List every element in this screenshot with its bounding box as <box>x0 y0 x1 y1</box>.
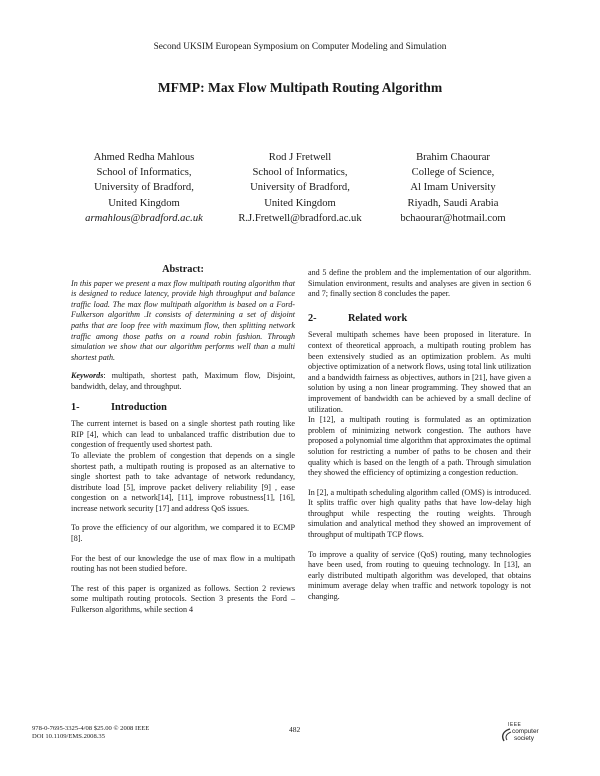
swoosh-icon <box>500 728 512 742</box>
footer-isbn: 978-0-7695-3325-4/08 $25.00 © 2008 IEEE <box>32 725 150 732</box>
author-block-1 <box>59 150 229 226</box>
abstract-text: In this paper we present a max flow multipath routing algorithm that is designed to reduce latency, provide high throughput and balance traffic load. The max flow multipath algorithm is based on a Ford-Fulkerson algorithm .It consists of determining a set of disjoint paths that are loop free with maximum flow, then splitting network traffic among those paths on a round robin fashion. Through simulation we show that our algorithm performs well than a multi shortest path. <box>71 278 295 362</box>
paper-title: MFMP: Max Flow Multipath Routing Algorithm <box>157 80 443 95</box>
author-affiliation: United Kingdom <box>264 197 336 209</box>
conference-name: Second UKSIM European Symposium on Computer Modeling and Simulation <box>153 42 447 52</box>
logo-ieee-text: IEEE <box>508 722 522 728</box>
page-number: 482 <box>289 725 301 734</box>
paragraph: Several multipath schemes have been proposed in literature. In context of theoretical approach, a multipath routing problem has been extensively studied as an optimization problem. As multi objective optimization of a network flows, using total link utilization and a bandwidth fairness as objectives, authors in [21], have given a solution by using a non linear programming. They showed that an improvement of bandwidth can be achieved by a small decline of utilization. <box>308 330 531 414</box>
paragraph: To alleviate the problem of congestion that depends on a single shortest path, a multipath routing is proposed as an alternative to single shortest path to take advantage of network redundancy, distribute load [5], improve packet delivery reliability [9] , ease congestion on a network[14], [11], improve robustness[1], [16], increase network security [17] and address QoS issues. <box>71 450 295 513</box>
author-name: Rod J Fretwell <box>268 152 332 163</box>
author-affiliation: Al Imam University <box>410 182 496 194</box>
section-number: 2- <box>308 312 317 324</box>
author-name: Brahim Chaourar <box>416 152 490 163</box>
author-email: R.J.Fretwell@bradford.ac.uk <box>238 212 362 224</box>
paragraph: For the best of our knowledge the use of max flow in a multipath routing has not been studied before. <box>71 553 295 574</box>
author-affiliation: Riyadh, Saudi Arabia <box>407 197 499 209</box>
author-name: Ahmed Redha Mahlous <box>93 152 195 163</box>
author-email: bchaourar@hotmail.com <box>400 212 506 224</box>
abstract-heading: Abstract: <box>162 264 204 275</box>
author-block-3 <box>368 150 538 226</box>
section-title: Related work <box>348 312 408 324</box>
logo-text: society <box>514 735 534 742</box>
paragraph: The current internet is based on a single shortest path routing like RIP [4], which can lead to unbalanced traffic distribution due to congestion of frequently used shortest path. <box>71 419 295 450</box>
section-heading-related-work <box>308 314 531 325</box>
paragraph: In [12], a multipath routing is formulated as an optimization problem of minimizing network congestion. The authors have proposed a polynomial time algorithm that approximates the optimal solution for restricting a number of paths to be chosen and their quality which is based on the length of a path. Through simulation they showed the efficiency of optimizing a congestion reduction. <box>308 415 531 478</box>
paragraph: In [2], a multipath scheduling algorithm called (OMS) is introduced. It splits traffic over high quality paths that have low-delay high throughput while respecting the routing weights. Through simulation and analytical method they showed an improvement of throughput of multipath TCP flows. <box>308 487 531 540</box>
paragraph: To prove the efficiency of our algorithm, we compared it to ECMP [8]. <box>71 523 295 544</box>
author-affiliation: School of Informatics, <box>252 167 348 179</box>
keywords-text: : multipath, shortest path, Maximum flow, Disjoint, bandwidth, delay, and throughput. <box>71 371 295 391</box>
keywords <box>71 371 295 392</box>
author-affiliation: University of Bradford, <box>250 182 350 194</box>
paragraph: The rest of this paper is organized as follows. Section 2 reviews some multipath routing protocols. Section 3 presents the Ford –Fulkerson algorithms, while section 4 <box>71 583 295 615</box>
keywords-label: Keywords <box>71 371 104 381</box>
computer-society-logo <box>500 722 542 744</box>
paragraph: To improve a quality of service (QoS) routing, many technologies have been used, from routing to queuing technology. In [13], an early distributed multipath algorithm was developed, that obtains minimum average delay when traffic and network topology is not changing. <box>308 549 531 602</box>
author-affiliation: United Kingdom <box>108 197 180 209</box>
section-heading-introduction <box>71 403 295 414</box>
right-column <box>308 268 531 603</box>
paragraph: and 5 define the problem and the implementation of our algorithm. Simulation environment, results and analyses are given in section 6 and 7; finally section 8 concludes the paper. <box>308 268 531 299</box>
author-affiliation: School of Informatics, <box>96 167 192 179</box>
logo-text: computer <box>512 728 539 735</box>
section-title: Introduction <box>111 401 167 413</box>
section-number: 1- <box>71 401 80 413</box>
footer-copyright <box>32 725 149 742</box>
author-email: armahlous@bradford.ac.uk <box>85 212 203 224</box>
footer-doi: DOI 10.1109/EMS.2008.35 <box>32 733 106 741</box>
author-affiliation: College of Science, <box>411 167 495 179</box>
author-affiliation: University of Bradford, <box>94 182 194 194</box>
left-column <box>71 265 295 616</box>
author-block-2 <box>215 150 385 226</box>
